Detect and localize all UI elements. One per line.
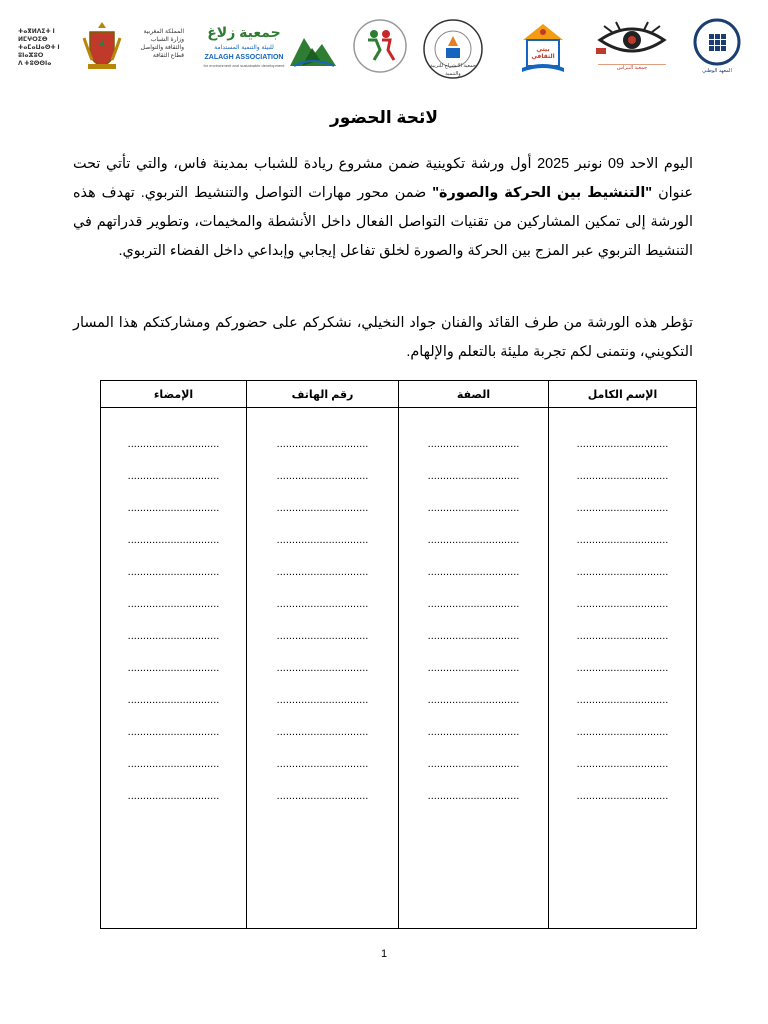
phone-entry-line: ..............................: [276, 534, 369, 546]
header-signature: الإمضاء: [101, 381, 247, 408]
signature-dotted-lines: [101, 408, 246, 812]
phone-column-cell[interactable]: [247, 408, 399, 929]
header-phone: رقم الهاتف: [247, 381, 399, 408]
inchirah-association-logo: [422, 18, 484, 80]
phone-entry-line: ..............................: [276, 694, 369, 706]
signature-entry-line: ..............................: [127, 630, 220, 642]
role-entry-line: ..............................: [427, 758, 520, 770]
role-entry-line: ..............................: [427, 534, 520, 546]
page-number: 1: [380, 948, 388, 960]
name-entry-line: ..............................: [576, 630, 669, 642]
zalagh-arabic-name: جمعية زلاغ: [207, 24, 281, 40]
eye-cinema-logo: [594, 18, 670, 80]
role-entry-line: ..............................: [427, 694, 520, 706]
youth-association-logo-icon: [352, 18, 408, 80]
document-title: لائحة الحضور: [330, 108, 438, 127]
ministry-arabic-text: المملكة المغربية وزارة الشباب والثقافة والتواصل قطاع الثقافة: [140, 29, 184, 59]
role-entry-line: ..............................: [427, 470, 520, 482]
phone-entry-line: ..............................: [276, 630, 369, 642]
inchirah-name: جمعية الانشراح للتربية والتنمية: [430, 63, 476, 77]
signature-entry-line: ..............................: [127, 694, 220, 706]
role-dotted-lines: [399, 408, 548, 812]
name-entry-line: ..............................: [576, 758, 669, 770]
zalagh-latin-name: ZALAGH ASSOCIATION: [204, 54, 284, 61]
intro-text-part2: ضمن محور مهارات التواصل والتنشيط التربوي. تهدف هذه الورشة إلى تمكين المشاركين من تقنيات التواصل الفعال داخل الأنشطة والمخيمات، وتطوير قدراتهم في التنشيط التربوي عبر المزج بين الحركة والصورة لخلق تفاعل إيجابي وإبداعي داخل الفضاء التربوي.: [73, 185, 693, 259]
zalagh-arabic-subtitle: للبيئة والتنمية المستدامة: [214, 45, 274, 51]
cultural-house-logo: [514, 18, 572, 80]
zalagh-latin-subtitle: for environment and sustainable development: [203, 63, 285, 68]
role-entry-line: ..............................: [427, 598, 520, 610]
workshop-title: "التنشيط بين الحركة والصورة": [432, 185, 653, 201]
signature-entry-line: ..............................: [127, 790, 220, 802]
phone-entry-line: ..............................: [276, 726, 369, 738]
national-institute-logo: [686, 18, 748, 80]
signature-entry-line: ..............................: [127, 566, 220, 578]
name-entry-line: ..............................: [576, 470, 669, 482]
phone-entry-line: ..............................: [276, 470, 369, 482]
name-entry-line: ..............................: [576, 534, 669, 546]
logo-strip: [18, 18, 750, 80]
signature-entry-line: ..............................: [127, 502, 220, 514]
phone-entry-line: ..............................: [276, 438, 369, 450]
signature-entry-line: ..............................: [127, 758, 220, 770]
role-entry-line: ..............................: [427, 630, 520, 642]
thanks-paragraph: تؤطر هذه الورشة من طرف القائد والفنان جواد النخيلي، نشكركم على حضوركم ومشاركتكم هذا المسار التكويني، ونتمنى لكم تجربة مليئة بالتعلم والإلهام.: [73, 315, 693, 360]
signature-entry-line: ..............................: [127, 438, 220, 450]
phone-entry-line: ..............................: [276, 502, 369, 514]
role-entry-line: ..............................: [427, 790, 520, 802]
name-dotted-lines: [549, 408, 696, 812]
phone-entry-line: ..............................: [276, 790, 369, 802]
intro-text-part1: اليوم الاحد 09 نونبر 2025 أول ورشة تكوينية ضمن مشروع ريادة للشباب بمدينة فاس، والتي تأتي تحت عنوان: [73, 156, 694, 201]
name-entry-line: ..............................: [576, 662, 669, 674]
signature-column-cell[interactable]: [101, 408, 247, 929]
coat-of-arms-icon: [82, 18, 122, 80]
eye-cinema-caption: جمعية النبراس: [598, 64, 666, 71]
national-institute-caption: المعهد الوطني: [702, 68, 732, 74]
table-body-row: [101, 408, 697, 929]
role-entry-line: ..............................: [427, 662, 520, 674]
signature-entry-line: ..............................: [127, 598, 220, 610]
header-full-name: الإسم الكامل: [549, 381, 697, 408]
signature-entry-line: ..............................: [127, 534, 220, 546]
role-entry-line: ..............................: [427, 502, 520, 514]
signature-entry-line: ..............................: [127, 470, 220, 482]
signature-entry-line: ..............................: [127, 662, 220, 674]
role-entry-line: ..............................: [427, 726, 520, 738]
amazigh-ministry-text: ⵜⴰⴳⵍⴷⵉⵜ ⵏ ⵍⵎⵖⵔⵉⴱ ⵜⴰⵎⴰⵡⴰⵙⵜ ⵏ ⵓⵏⴰⵣⵓⵔ ⴷ ⵜⵓⵙⵙⵏⴰ: [18, 29, 60, 67]
signature-entry-line: ..............................: [127, 726, 220, 738]
header-role: الصفة: [399, 381, 549, 408]
phone-dotted-lines: [247, 408, 398, 812]
phone-entry-line: ..............................: [276, 758, 369, 770]
role-column-cell[interactable]: [399, 408, 549, 929]
name-entry-line: ..............................: [576, 566, 669, 578]
attendance-table: [100, 380, 697, 929]
phone-entry-line: ..............................: [276, 598, 369, 610]
name-entry-line: ..............................: [576, 502, 669, 514]
table-header-row: [101, 381, 697, 408]
cultural-house-name: بيتي الثقافي: [531, 47, 555, 60]
intro-paragraph: [73, 150, 693, 266]
zalagh-association-logo: [198, 18, 338, 80]
name-entry-line: ..............................: [576, 726, 669, 738]
name-entry-line: ..............................: [576, 694, 669, 706]
name-entry-line: ..............................: [576, 598, 669, 610]
name-entry-line: ..............................: [576, 438, 669, 450]
phone-entry-line: ..............................: [276, 662, 369, 674]
role-entry-line: ..............................: [427, 438, 520, 450]
phone-entry-line: ..............................: [276, 566, 369, 578]
name-column-cell[interactable]: [549, 408, 697, 929]
name-entry-line: ..............................: [576, 790, 669, 802]
role-entry-line: ..............................: [427, 566, 520, 578]
